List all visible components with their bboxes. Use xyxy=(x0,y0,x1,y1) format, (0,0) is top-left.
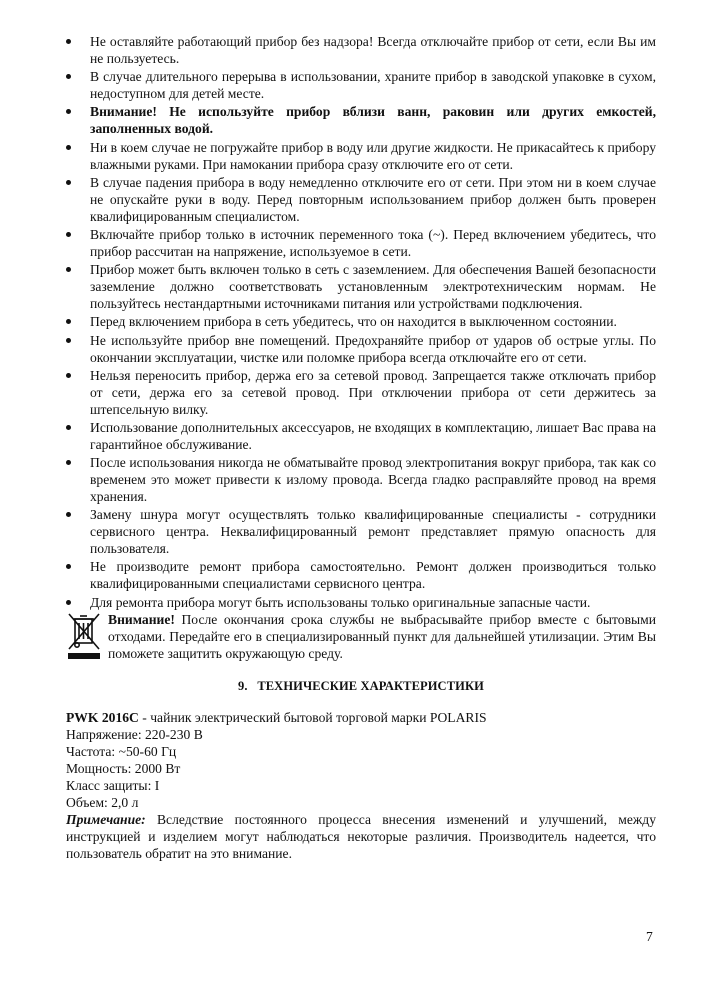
spec-note-label: Примечание: xyxy=(66,812,146,827)
safety-instruction-item xyxy=(66,594,656,611)
safety-instruction-item xyxy=(66,332,656,366)
spec-power: Мощность: 2000 Вт xyxy=(66,761,181,776)
safety-instruction-text: Для ремонта прибора могут быть использованы только оригинальные запасные части. xyxy=(90,594,591,610)
spec-model-line xyxy=(66,709,656,726)
safety-instruction-text: Замену шнура могут осуществлять только квалифицированные специалисты - сотрудники сервисного центра. Неквалифицированный ремонт представляет прямую опасность для пользователя. xyxy=(90,507,656,557)
spec-voltage: Напряжение: 220-230 В xyxy=(66,727,203,742)
safety-instruction-item xyxy=(66,506,656,557)
safety-instruction-item xyxy=(66,261,656,312)
bullet-dot-icon xyxy=(66,267,71,272)
safety-instruction-item xyxy=(66,139,656,173)
disposal-notice-text xyxy=(108,611,656,662)
bullet-dot-icon xyxy=(66,564,71,569)
bullet-dot-icon xyxy=(66,39,71,44)
safety-instruction-text: Нельзя переносить прибор, держа его за сетевой провод. Запрещается также отключать прибор от сети, держа его за сетевой провод. При отключении прибора от сети держитесь за штепсельную вилку. xyxy=(90,367,656,417)
section-heading xyxy=(66,678,656,695)
spec-model: PWK 2016C xyxy=(66,710,139,725)
safety-instruction-text: Использование дополнительных аксессуаров, не входящих в комплектацию, лишает Вас права на гарантийное обслуживание. xyxy=(90,419,656,452)
bullet-dot-icon xyxy=(66,232,71,237)
bullet-dot-icon xyxy=(66,145,71,150)
safety-instruction-item xyxy=(66,454,656,505)
spec-note-text: Вследствие постоянного процесса внесения изменений и улучшений, между инструкцией и изделием могут наблюдаться некоторые различия. Производитель надеется, что пользователь обратит на это внимание. xyxy=(66,812,656,861)
section-number: 9. xyxy=(238,679,248,693)
bullet-dot-icon xyxy=(66,319,71,324)
safety-instruction-text: В случае длительного перерыва в использовании, храните прибор в заводской упаковке в сухом, недоступном для детей месте. xyxy=(90,69,656,102)
bullet-dot-icon xyxy=(66,425,71,430)
spec-frequency: Частота: ~50-60 Гц xyxy=(66,744,177,759)
safety-instruction-item xyxy=(66,33,656,67)
bullet-dot-icon xyxy=(66,460,71,465)
safety-instruction-text: Ни в коем случае не погружайте прибор в воду или другие жидкости. Не прикасайтесь к прибору влажными руками. При намокании прибора сразу отключите его от сети. xyxy=(90,139,656,172)
disposal-notice-body: После окончания срока службы не выбрасывайте прибор вместе с бытовыми отходами. Передайте его в специализированный пункт для дальнейшей утилизации. Этим Вы поможете защитить окружающую среду. xyxy=(108,612,656,661)
safety-instruction-item xyxy=(66,174,656,225)
disposal-notice xyxy=(66,611,656,667)
safety-instruction-item xyxy=(66,226,656,260)
safety-instruction-item xyxy=(66,68,656,102)
bullet-dot-icon xyxy=(66,512,71,517)
safety-instructions-list xyxy=(66,33,656,612)
safety-instruction-item xyxy=(66,103,656,137)
safety-instruction-text: Внимание! Не используйте прибор вблизи ванн, раковин или других емкостей, заполненных водой. xyxy=(90,104,656,137)
bullet-dot-icon xyxy=(66,109,71,114)
safety-instruction-text: Прибор может быть включен только в сеть с заземлением. Для обеспечения Вашей безопасности заземление должно соответствовать установленным электротехническим нормам. Не пользуйтесь нестандартными источниками питания или устройствами подключения. xyxy=(90,262,656,312)
spec-model-description: - чайник электрический бытовой торговой марки POLARIS xyxy=(138,710,487,725)
crossed-out-wheelie-bin-icon xyxy=(66,611,102,665)
safety-instruction-text: Не используйте прибор вне помещений. Предохраняйте прибор от ударов об острые углы. По окончании эксплуатации, чистке или поломке прибора всегда отключайте его от сети. xyxy=(90,332,656,365)
safety-instruction-item xyxy=(66,313,656,330)
safety-instruction-text: Включайте прибор только в источник переменного тока (~). Перед включением убедитесь, что прибор рассчитан на напряжение, используемое в сети. xyxy=(90,226,656,259)
safety-instruction-text: В случае падения прибора в воду немедленно отключите его от сети. При этом ни в коем случае не опускайте руки в воду. Перед повторным использованием прибор должен быть проверен квалифицированным специалистом. xyxy=(90,174,656,224)
page-number: 7 xyxy=(646,929,653,944)
technical-specs xyxy=(66,709,656,862)
safety-instruction-text: После использования никогда не обматывайте провод электропитания вокруг прибора, так как со временем это может привести к излому провода. Всегда гладко расправляйте провод на время хранения. xyxy=(90,455,656,505)
bullet-dot-icon xyxy=(66,74,71,79)
bullet-dot-icon xyxy=(66,600,71,605)
safety-instruction-text: Не оставляйте работающий прибор без надзора! Всегда отключайте прибор от сети, если Вы им не пользуетесь. xyxy=(90,34,656,66)
spec-protection-class: Класс защиты: I xyxy=(66,778,160,793)
safety-instruction-item xyxy=(66,367,656,418)
section-title: ТЕХНИЧЕСКИЕ ХАРАКТЕРИСТИКИ xyxy=(257,679,484,693)
bullet-dot-icon xyxy=(66,180,71,185)
spec-note xyxy=(66,811,656,862)
safety-instruction-item xyxy=(66,419,656,453)
spec-volume: Объем: 2,0 л xyxy=(66,795,139,810)
bullet-dot-icon xyxy=(66,373,71,378)
bullet-dot-icon xyxy=(66,338,71,343)
safety-instruction-text: Не производите ремонт прибора самостоятельно. Ремонт должен производиться только квалифицированными специалистами сервисного центра. xyxy=(90,559,656,592)
safety-instruction-item xyxy=(66,558,656,592)
safety-instruction-text: Перед включением прибора в сеть убедитесь, что он находится в выключенном состоянии. xyxy=(90,314,617,330)
disposal-notice-label: Внимание! xyxy=(108,612,175,627)
